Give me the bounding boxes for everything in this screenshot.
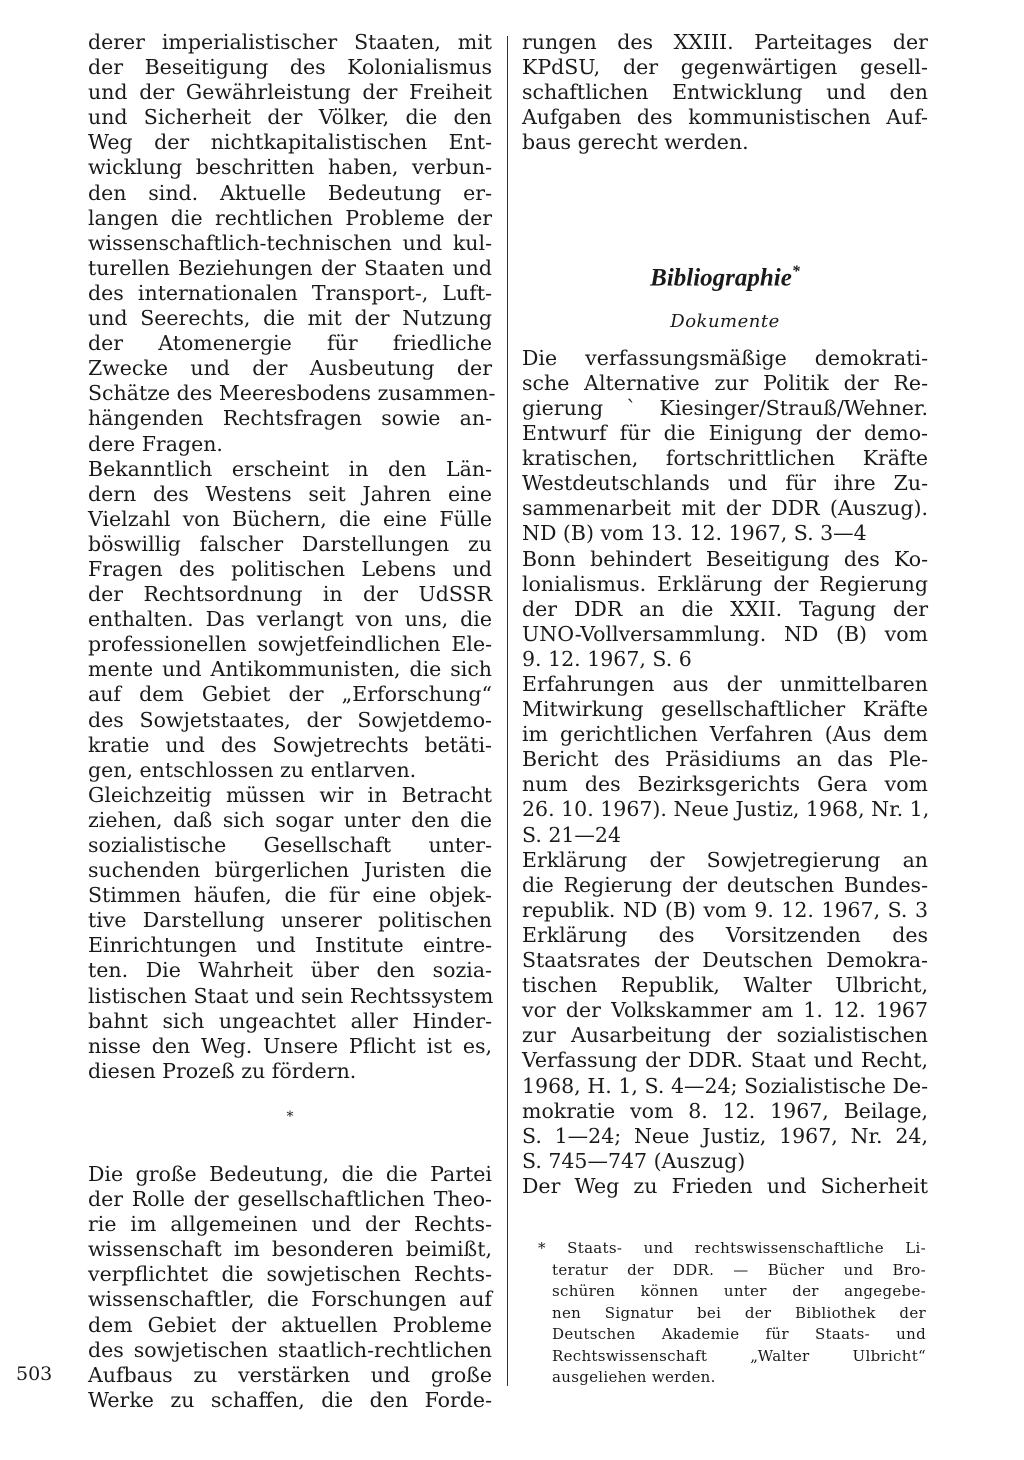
footnote-line: Rechtswissenschaft „Walter Ulbricht“ xyxy=(552,1346,926,1365)
bib-entry xyxy=(522,848,928,923)
text-line: republik. ND (B) vom 9. 12. 1967, S. 3 xyxy=(522,897,928,922)
text-line: sche Alternative zur Politik der Re- xyxy=(522,370,928,395)
text-line: lonialismus. Erklärung der Regierung xyxy=(522,571,928,596)
text-line: Entwurf für die Einigung der demo- xyxy=(522,421,928,446)
text-line: mokratie vom 8. 12. 1967, Beilage, xyxy=(522,1098,928,1123)
text-line: dere Fragen. xyxy=(88,431,223,456)
text-line: Aufgaben des kommunistischen Auf- xyxy=(522,105,928,130)
bib-entry xyxy=(522,547,928,672)
text-line: des internationalen Transport-, Luft- xyxy=(88,280,492,305)
text-line: gierung ` Kiesinger/Strauß/Wehner. xyxy=(522,395,928,420)
text-line: Gleichzeitig müssen wir in Betracht xyxy=(88,782,492,807)
bib-entry xyxy=(522,672,928,848)
text-line: S. 21—24 xyxy=(522,822,622,847)
text-line: vor der Volkskammer am 1. 12. 1967 xyxy=(522,998,928,1023)
text-line: Fragen des politischen Lebens und xyxy=(88,556,492,581)
text-line: sammenarbeit mit der DDR (Auszug). xyxy=(522,496,928,521)
text-line: 26. 10. 1967). Neue Justiz, 1968, Nr. 1, xyxy=(522,797,930,822)
text-line: dem Gebiet der aktuellen Probleme xyxy=(88,1312,492,1337)
text-line: sozialistische Gesellschaft unter- xyxy=(88,833,492,857)
left-column xyxy=(88,30,496,1413)
text-line: KPdSU, der gegenwärtigen gesell- xyxy=(522,55,928,80)
text-line: und der Gewährleistung der Freiheit xyxy=(88,80,492,105)
text-line: Zwecke und der Ausbeutung der xyxy=(88,356,492,381)
text-line: Erfahrungen aus der unmittelbaren xyxy=(522,672,928,697)
text-line: Westdeutschlands und für ihre Zu- xyxy=(522,471,928,496)
text-line: Erklärung des Vorsitzenden des xyxy=(522,922,928,947)
text-line: des Sowjetstaates, der Sowjetdemo- xyxy=(88,707,492,732)
text-line: Bekanntlich erscheint in den Län- xyxy=(88,456,492,481)
text-line: Verfassung der DDR. Staat und Recht, xyxy=(522,1048,928,1073)
text-line: im gerichtlichen Verfahren (Aus dem xyxy=(522,722,928,747)
text-line: S. 1—24; Neue Justiz, 1967, Nr. 24, xyxy=(522,1123,928,1148)
footnote-line: teratur der DDR. — Bücher und Bro- xyxy=(552,1260,926,1279)
text-line: nisse den Weg. Unsere Pflicht ist es, xyxy=(88,1033,492,1058)
text-line: professionellen sowjetfeindlichen Ele- xyxy=(88,632,492,657)
text-line: gen, entschlossen zu entlarven. xyxy=(88,757,417,782)
text-line: Die verfassungsmäßige demokrati- xyxy=(522,345,928,370)
text-line: Schätze des Meeresbodens zusammen- xyxy=(88,381,496,406)
text-line: wissenschaft im besonderen beimißt, xyxy=(88,1237,492,1262)
text-line: Erklärung der Sowjetregierung an xyxy=(522,847,928,872)
text-line: des sowjetischen staatlich-rechtlichen xyxy=(88,1337,492,1362)
text-line: rie im allgemeinen und der Rechts- xyxy=(88,1212,492,1237)
text-line: kratie und des Sowjetrechts betäti- xyxy=(88,732,492,757)
text-line: und Sicherheit der Völker, die den xyxy=(88,105,492,130)
text-line: böswillig falscher Darstellungen zu xyxy=(88,531,492,556)
text-line: die Regierung der deutschen Bundes- xyxy=(522,872,928,897)
paragraph-4 xyxy=(88,1162,492,1413)
bib-entry xyxy=(522,923,928,1174)
footnote-line: * Staats- und rechtswissenschaftliche Li- xyxy=(538,1239,926,1257)
footnote xyxy=(538,1238,926,1389)
text-line: verpflichtet die sowjetischen Rechts- xyxy=(88,1262,492,1287)
text-line: Vielzahl von Büchern, die eine Fülle xyxy=(88,506,492,531)
text-line: 9. 12. 1967, S. 6 xyxy=(522,646,692,671)
bib-entry xyxy=(522,1174,928,1199)
text-line: ziehen, daß sich sogar unter den die xyxy=(88,807,492,832)
text-line: zur Ausarbeitung der sozialistischen xyxy=(522,1023,928,1048)
text-line: Mitwirkung gesellschaftlicher Kräfte xyxy=(522,697,928,722)
text-line: hängenden Rechtsfragen sowie an- xyxy=(88,406,492,431)
text-line: wicklung beschritten haben, verbun- xyxy=(88,155,492,180)
text-line: listischen Staat und sein Rechtssystem xyxy=(88,983,494,1008)
text-line: S. 745—747 (Auszug) xyxy=(522,1148,746,1173)
continuation-paragraph xyxy=(522,30,928,155)
text-line: rungen des XXIII. Parteitages der xyxy=(522,30,928,54)
footnote-line: nen Signatur bei der Bibliothek der xyxy=(552,1303,926,1322)
text-line: bahnt sich ungeachtet aller Hinder- xyxy=(88,1008,492,1033)
text-line: kratischen, fortschrittlichen Kräfte xyxy=(522,446,928,471)
text-line: 1968, H. 1, S. 4—24; Sozialistische De- xyxy=(522,1073,928,1098)
text-line: auf dem Gebiet der „Erforschung“ xyxy=(88,682,492,707)
text-line: baus gerecht werden. xyxy=(522,130,749,155)
bibliography-heading xyxy=(522,263,928,292)
text-line: und Seerechts, die mit der Nutzung xyxy=(88,306,492,331)
footnote-line: schüren können unter der angegebe- xyxy=(552,1282,926,1300)
section-separator: * xyxy=(286,1108,294,1125)
text-line: tive Darstellung unserer politischen xyxy=(88,908,492,933)
text-line: schaftlichen Entwicklung und den xyxy=(522,80,928,105)
text-line: Bericht des Präsidiums an das Ple- xyxy=(522,747,928,772)
page-number: 503 xyxy=(16,1363,53,1385)
bib-entry xyxy=(522,346,928,547)
text-line: Der Weg zu Frieden und Sicherheit xyxy=(522,1173,928,1198)
text-line: Weg der nichtkapitalistischen Ent- xyxy=(88,130,492,155)
text-line: UNO-Vollversammlung. ND (B) vom xyxy=(522,621,928,646)
text-line: wissenschaftler, die Forschungen auf xyxy=(88,1287,492,1312)
footnote-line: Deutschen Akademie für Staats- und xyxy=(552,1325,926,1343)
text-line: ten. Die Wahrheit über den sozia- xyxy=(88,958,492,983)
text-line: enthalten. Das verlangt von uns, die xyxy=(88,607,492,632)
column-rule xyxy=(507,36,508,1386)
text-line: Aufbaus zu verstärken und große xyxy=(88,1362,492,1387)
text-line: den sind. Aktuelle Bedeutung er- xyxy=(88,180,492,205)
documents-subheading: Dokumente xyxy=(670,310,780,332)
footnote-marker: * xyxy=(791,263,800,281)
text-line: tischen Republik, Walter Ulbricht, xyxy=(522,973,928,998)
text-line: Werke zu schaffen, die den Forde- xyxy=(88,1387,492,1412)
text-line: num des Bezirksgerichts Gera vom xyxy=(522,772,928,797)
text-line: dern des Westens seit Jahren eine xyxy=(88,481,492,506)
text-line: der DDR an die XXII. Tagung der xyxy=(522,596,928,621)
text-line: mente und Antikommunisten, die sich xyxy=(88,657,492,682)
text-line: wissenschaftlich-technischen und kul- xyxy=(88,230,492,255)
paragraph-2 xyxy=(88,457,492,783)
text-line: turellen Beziehungen der Staaten und xyxy=(88,255,492,280)
footnote-line: ausgeliehen werden. xyxy=(552,1368,716,1386)
text-line: Einrichtungen und Institute eintre- xyxy=(88,933,492,958)
right-column xyxy=(522,30,928,1199)
text-line: derer imperialistischer Staaten, mit xyxy=(88,30,492,54)
paragraph-3 xyxy=(88,783,492,1084)
text-line: Stimmen häufen, die für eine objek- xyxy=(88,883,492,908)
text-line: langen die rechtlichen Probleme der xyxy=(88,205,492,230)
text-line: ND (B) vom 13. 12. 1967, S. 3—4 xyxy=(522,521,867,546)
bibliography-heading-text: Bibliographie xyxy=(650,264,792,292)
text-line: Die große Bedeutung, die die Partei xyxy=(88,1161,492,1186)
text-line: der Rechtsordnung in der UdSSR xyxy=(88,582,492,607)
text-line: der Beseitigung des Kolonialismus xyxy=(88,55,492,80)
paragraph-1 xyxy=(88,30,496,457)
text-line: Bonn behindert Beseitigung des Ko- xyxy=(522,546,928,571)
text-line: suchenden bürgerlichen Juristen die xyxy=(88,858,492,883)
text-line: Staatsrates der Deutschen Demokra- xyxy=(522,948,928,973)
text-line: der Rolle der gesellschaftlichen Theo- xyxy=(88,1187,492,1212)
text-line: der Atomenergie für friedliche xyxy=(88,331,492,356)
text-line: diesen Prozeß zu fördern. xyxy=(88,1058,357,1083)
